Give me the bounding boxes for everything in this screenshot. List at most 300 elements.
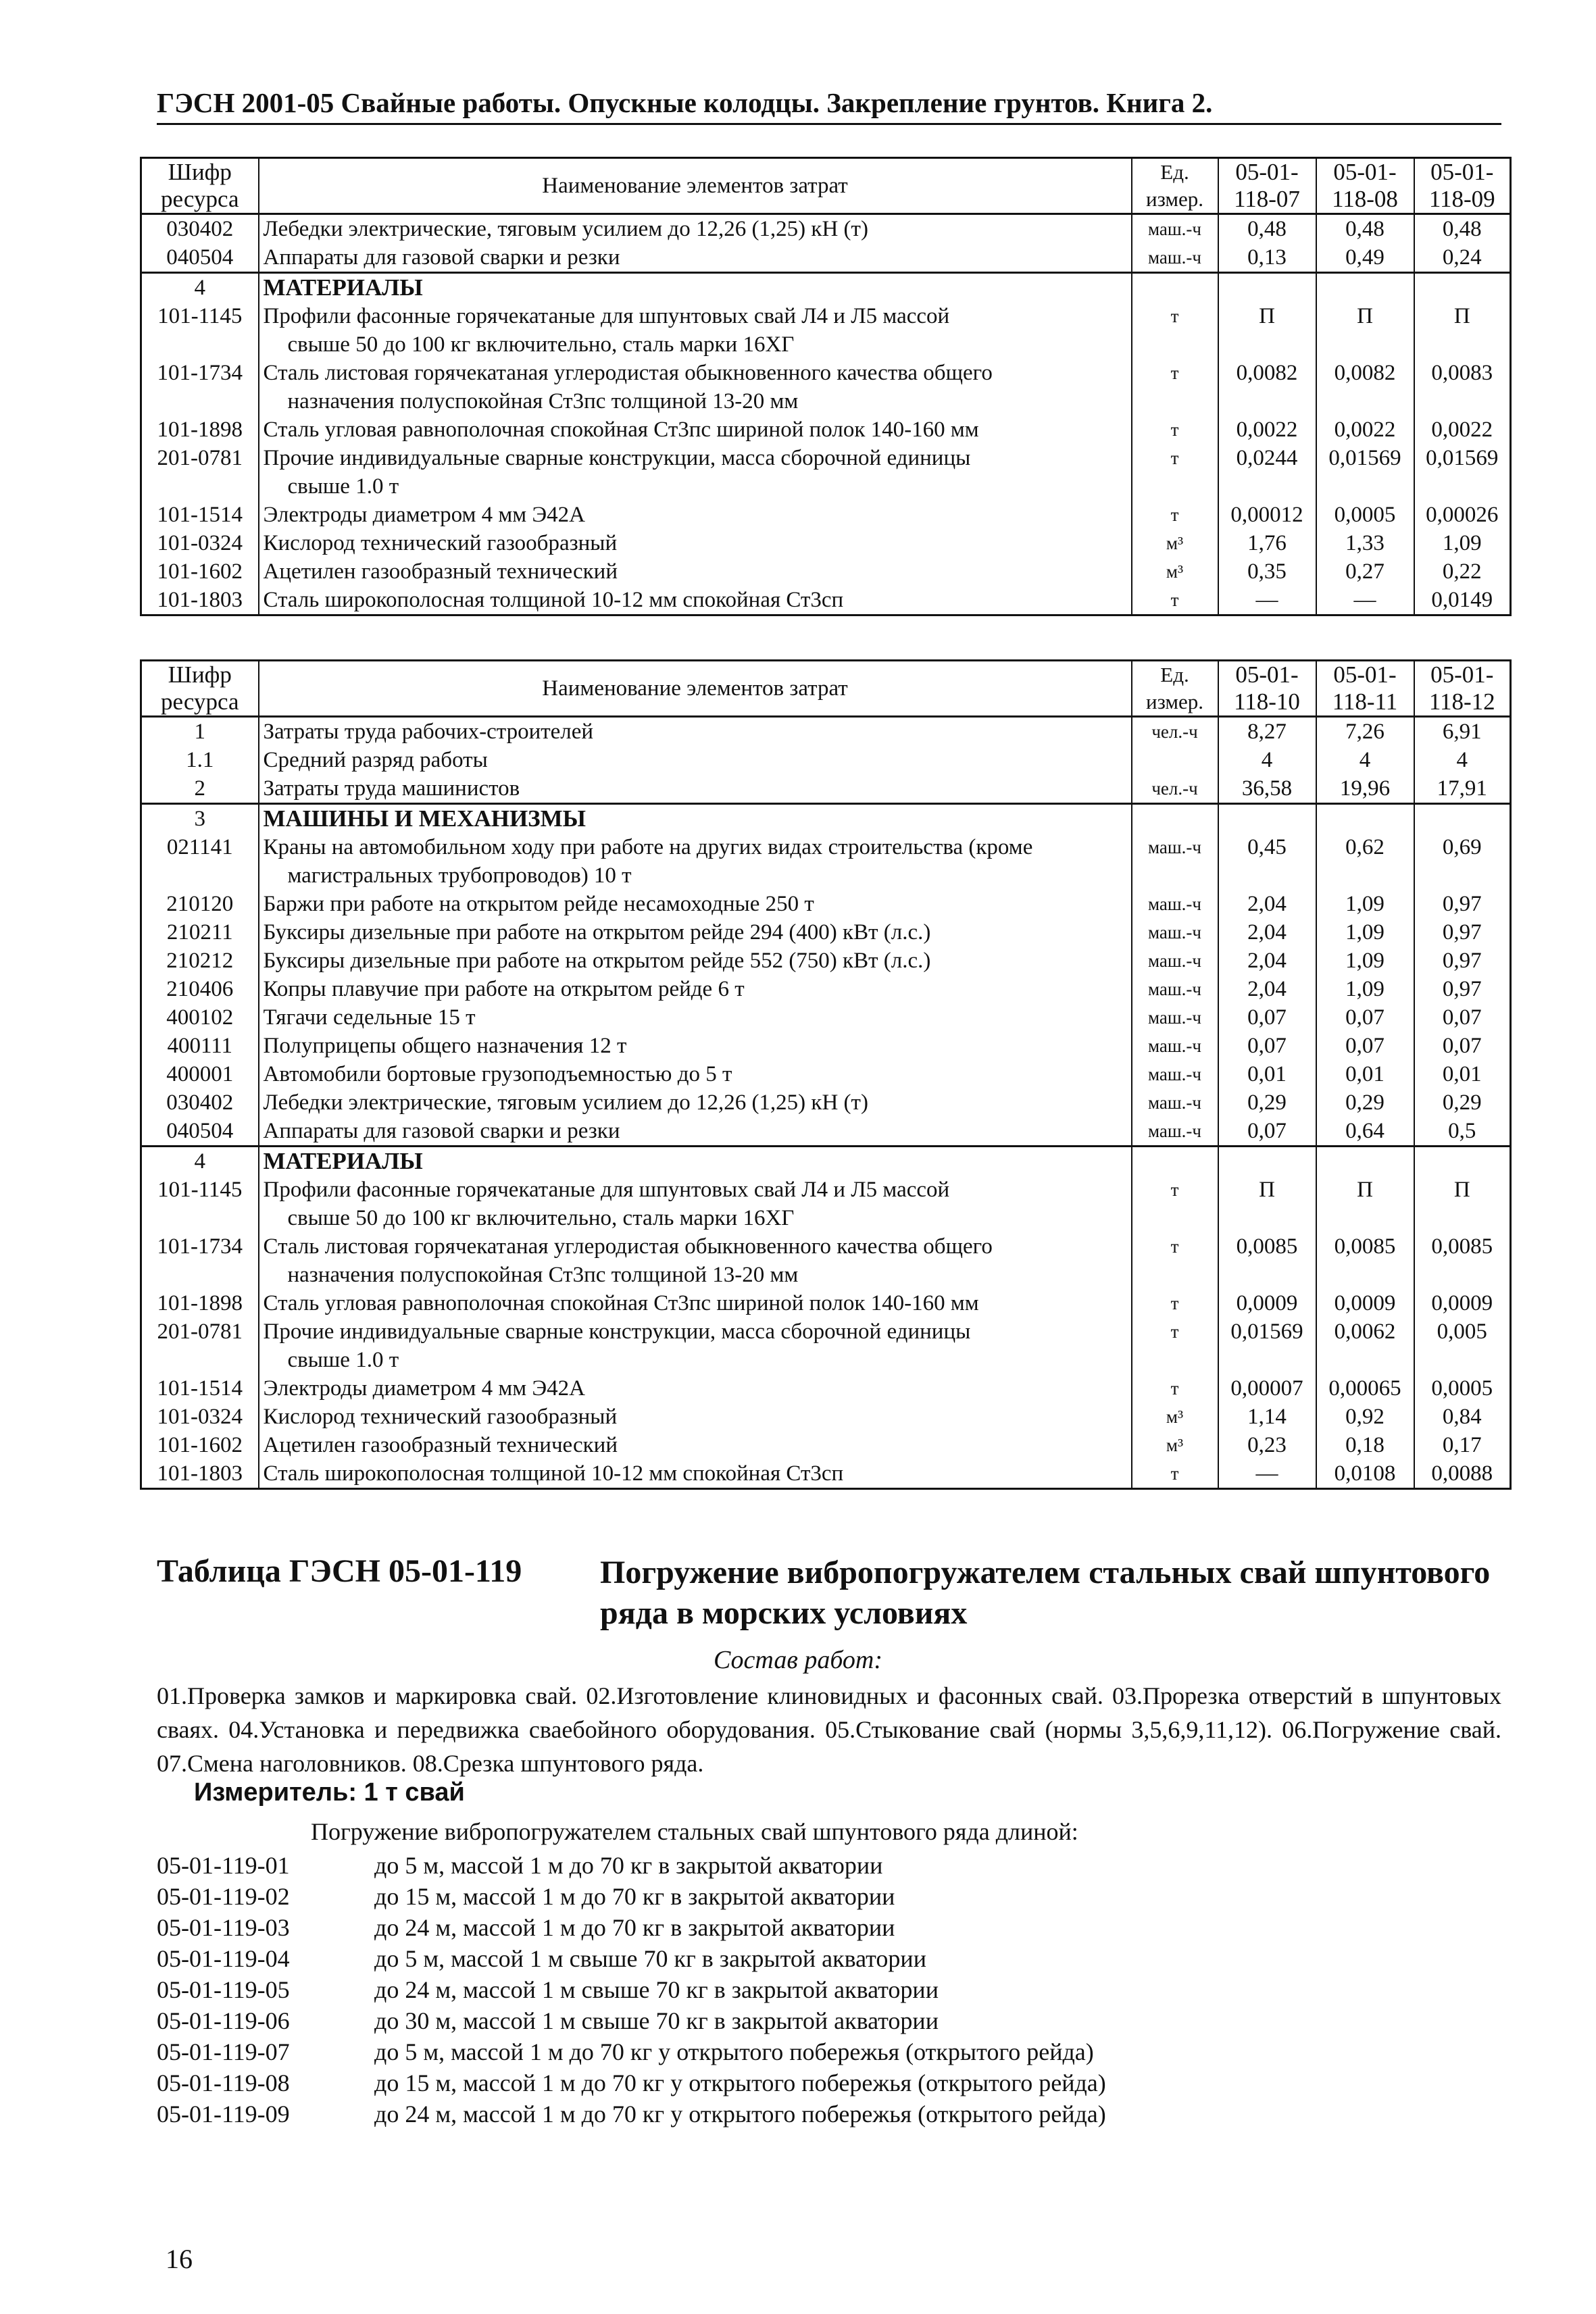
table-row [141,947,1511,975]
value-cell: 0,0005 [1316,501,1414,529]
resource-name [259,1088,1132,1117]
header-col-2: 05-01- 118-11 [1316,661,1414,717]
norm-code: 05-01-119-06 [157,2007,290,2034]
value-cell: 4 [1218,746,1316,774]
value-cell: 0,92 [1316,1403,1414,1431]
unit-cell: маш.-ч [1132,1032,1218,1060]
value-cell: 0,0108 [1316,1459,1414,1489]
norm-list-item [157,2067,1106,2098]
value-cell: 0,48 [1414,214,1511,244]
value-cell: 0,0085 [1218,1232,1316,1289]
table-row [141,1459,1511,1489]
unit-cell: т [1132,586,1218,615]
unit-cell: т [1132,359,1218,416]
resource-name-line: Профили фасонные горячекатаные для шпунтовых свай Л4 и Л5 массой [263,304,950,328]
unit-cell: м³ [1132,1403,1218,1431]
resource-name-line: Профили фасонные горячекатаные для шпунтовых свай Л4 и Л5 массой [263,1178,950,1202]
unit-cell [1132,746,1218,774]
value-cell: 0,5 [1414,1117,1511,1147]
unit-cell: маш.-ч [1132,833,1218,890]
value-cell: 0,005 [1414,1317,1511,1374]
resource-code: 2 [141,774,259,804]
value-cell: 0,22 [1414,557,1511,586]
unit-cell: м³ [1132,1431,1218,1459]
resource-name-line: Сталь листовая горячекатаная углеродистая обыкновенного качества общего [263,361,993,385]
resource-name [259,833,1132,890]
resource-name [259,1117,1132,1147]
resource-code: 101-1803 [141,1459,259,1489]
value-cell: П [1414,1176,1511,1232]
resource-name [259,1374,1132,1403]
norm-code: 05-01-119-09 [157,2101,290,2128]
value-cell [1414,273,1511,303]
value-cell: 2,04 [1218,975,1316,1003]
resource-code: 1.1 [141,746,259,774]
value-cell: 0,07 [1316,1032,1414,1060]
value-cell: 0,48 [1218,214,1316,244]
table-row [141,1232,1511,1289]
table-code-heading: Таблица ГЭСН 05-01-119 [157,1553,522,1589]
norm-description: до 15 м, массой 1 м до 70 кг у открытого побережья (открытого рейда) [374,2069,1106,2096]
table-row [141,1003,1511,1032]
table-row [141,1117,1511,1147]
resource-code: 201-0781 [141,444,259,501]
resource-name-line: Сталь угловая равнополочная спокойная Ст3пс шириной полок 140-160 мм [263,418,979,442]
table-row [141,1088,1511,1117]
resource-code: 101-1734 [141,359,259,416]
resource-name [259,1232,1132,1289]
value-cell: 0,29 [1414,1088,1511,1117]
norm-description: до 5 м, массой 1 м до 70 кг в закрытой акватории [374,1852,883,1879]
resource-name-line: Автомобили бортовые грузоподъемностью до 5 т [263,1062,732,1086]
value-cell: 0,45 [1218,833,1316,890]
resource-name [259,804,1132,834]
resource-name-continuation: назначения полуспокойная Ст3пс толщиной 13-20 мм [287,1263,799,1287]
value-cell: 0,07 [1414,1003,1511,1032]
resource-name [259,359,1132,416]
value-cell: 0,0244 [1218,444,1316,501]
resource-name-line: Лебедки электрические, тяговым усилием до 12,26 (1,25) кН (т) [263,1090,868,1115]
unit-cell: т [1132,444,1218,501]
resource-name-line: Баржи при работе на открытом рейде несамоходные 250 т [263,892,814,916]
value-cell: 1,09 [1414,529,1511,557]
resource-code: 201-0781 [141,1317,259,1374]
value-cell: П [1316,302,1414,359]
resource-name [259,1317,1132,1374]
resource-name-line: Аппараты для газовой сварки и резки [263,1119,620,1143]
resource-name [259,302,1132,359]
value-cell: 2,04 [1218,947,1316,975]
norm-description: до 5 м, массой 1 м до 70 кг у открытого побережья (открытого рейда) [374,2038,1094,2065]
resource-name [259,947,1132,975]
value-cell: 0,49 [1316,243,1414,273]
resource-name [259,1003,1132,1032]
unit-cell: маш.-ч [1132,1003,1218,1032]
value-cell: 0,17 [1414,1431,1511,1459]
resource-code: 400102 [141,1003,259,1032]
norm-code: 05-01-119-07 [157,2038,290,2065]
value-cell: 0,27 [1316,557,1414,586]
norm-description: до 24 м, массой 1 м до 70 кг в закрытой акватории [374,1914,895,1941]
value-cell: 4 [1414,746,1511,774]
unit-cell: маш.-ч [1132,947,1218,975]
table-row [141,302,1511,359]
resource-name [259,746,1132,774]
resource-name [259,214,1132,244]
resource-code: 101-0324 [141,1403,259,1431]
resource-name [259,444,1132,501]
value-cell: 0,62 [1316,833,1414,890]
norm-description: до 24 м, массой 1 м до 70 кг у открытого побережья (открытого рейда) [374,2101,1106,2128]
value-cell: 0,29 [1316,1088,1414,1117]
value-cell: 0,13 [1218,243,1316,273]
table-row [141,1374,1511,1403]
resource-table-118-07-09 [140,157,1512,616]
resource-name [259,918,1132,947]
value-cell: 0,0082 [1218,359,1316,416]
value-cell: 0,00012 [1218,501,1316,529]
value-cell: 0,0082 [1316,359,1414,416]
resource-code: 101-1514 [141,1374,259,1403]
table-row [141,833,1511,890]
resource-name [259,273,1132,303]
norm-code: 05-01-119-04 [157,1945,290,1972]
resource-code: 4 [141,1147,259,1176]
norm-list-item [157,1943,1106,1974]
value-cell: 0,69 [1414,833,1511,890]
resource-name-line: Затраты труда машинистов [263,776,520,801]
value-cell: 0,0083 [1414,359,1511,416]
norm-code: 05-01-119-05 [157,1976,290,2003]
resource-name-line: Тягачи седельные 15 т [263,1005,476,1030]
unit-cell: т [1132,1232,1218,1289]
unit-cell: маш.-ч [1132,918,1218,947]
resource-name [259,1060,1132,1088]
resource-code: 101-1734 [141,1232,259,1289]
resource-code: 4 [141,273,259,303]
norm-list-item [157,2036,1106,2067]
unit-cell: чел.-ч [1132,774,1218,804]
value-cell: 7,26 [1316,717,1414,747]
table-row [141,717,1511,747]
norm-description: до 15 м, массой 1 м до 70 кг в закрытой акватории [374,1883,895,1910]
header-code: Шифр ресурса [141,158,259,214]
table-header-row [141,661,1511,717]
value-cell: 8,27 [1218,717,1316,747]
resource-name-line: МАТЕРИАЛЫ [263,1148,423,1174]
resource-name [259,416,1132,444]
resource-code: 210212 [141,947,259,975]
resource-code: 101-1145 [141,302,259,359]
value-cell: 0,0022 [1218,416,1316,444]
value-cell: 0,00026 [1414,501,1511,529]
norm-description: до 30 м, массой 1 м свыше 70 кг в закрытой акватории [374,2007,939,2034]
resource-code: 040504 [141,1117,259,1147]
resource-code: 101-1602 [141,1431,259,1459]
table-row [141,746,1511,774]
table-row [141,1403,1511,1431]
resource-name-line: Ацетилен газообразный технический [263,559,618,584]
norm-list-item [157,1850,1106,1881]
resource-name [259,529,1132,557]
value-cell: 0,0022 [1414,416,1511,444]
value-cell: 0,0009 [1316,1289,1414,1317]
value-cell: 0,0088 [1414,1459,1511,1489]
resource-name-continuation: назначения полуспокойная Ст3пс толщиной 13-20 мм [287,389,799,413]
unit-cell: т [1132,501,1218,529]
table-row [141,890,1511,918]
value-cell: 0,35 [1218,557,1316,586]
unit-cell: маш.-ч [1132,1117,1218,1147]
resource-code: 021141 [141,833,259,890]
value-cell: 0,01569 [1316,444,1414,501]
value-cell: 36,58 [1218,774,1316,804]
resource-name [259,1289,1132,1317]
resource-name-line: Средний разряд работы [263,748,488,772]
value-cell: 2,04 [1218,918,1316,947]
resource-code: 210211 [141,918,259,947]
unit-cell: маш.-ч [1132,1088,1218,1117]
resource-name [259,1403,1132,1431]
value-cell: 0,0009 [1218,1289,1316,1317]
resource-name-continuation: свыше 1.0 т [287,1348,399,1372]
value-cell: 1,76 [1218,529,1316,557]
header-col-3: 05-01- 118-09 [1414,158,1511,214]
value-cell: 0,97 [1414,975,1511,1003]
resource-name-line: Сталь листовая горячекатаная углеродистая обыкновенного качества общего [263,1234,993,1259]
resource-name-line: МАТЕРИАЛЫ [263,274,423,301]
resource-code: 101-1602 [141,557,259,586]
resource-name [259,1176,1132,1232]
table-row [141,416,1511,444]
value-cell: 0,07 [1218,1117,1316,1147]
unit-cell: т [1132,302,1218,359]
header-col-1: 05-01- 118-07 [1218,158,1316,214]
resource-code: 400111 [141,1032,259,1060]
value-cell: 0,0005 [1414,1374,1511,1403]
table-body [141,717,1511,1489]
table-row [141,557,1511,586]
value-cell: 4 [1316,746,1414,774]
unit-cell: т [1132,1317,1218,1374]
value-cell: 0,0149 [1414,586,1511,615]
value-cell: 0,23 [1218,1431,1316,1459]
table-row [141,774,1511,804]
value-cell [1316,1147,1414,1176]
value-cell: 0,01569 [1218,1317,1316,1374]
table-row [141,1317,1511,1374]
resource-name-line: Прочие индивидуальные сварные конструкции, масса сборочной единицы [263,1319,971,1344]
resource-name-line: Копры плавучие при работе на открытом рейде 6 т [263,977,745,1001]
resource-name-line: Сталь широкополосная толщиной 10-12 мм спокойная Ст3сп [263,588,844,612]
value-cell [1218,1147,1316,1176]
unit-cell: т [1132,416,1218,444]
value-cell: 0,48 [1316,214,1414,244]
section-row [141,804,1511,834]
section-row [141,1147,1511,1176]
value-cell: 0,0062 [1316,1317,1414,1374]
table-row [141,444,1511,501]
resource-code: 210406 [141,975,259,1003]
value-cell: 0,0009 [1414,1289,1511,1317]
table-row [141,1060,1511,1088]
resource-name-line: Ацетилен газообразный технический [263,1433,618,1457]
header-name: Наименование элементов затрат [259,158,1132,214]
unit-cell: маш.-ч [1132,975,1218,1003]
table-row [141,1431,1511,1459]
value-cell: — [1218,586,1316,615]
resource-code: 101-1514 [141,501,259,529]
value-cell: 0,18 [1316,1431,1414,1459]
value-cell: 0,0022 [1316,416,1414,444]
unit-of-measure: Измеритель: 1 т свай [194,1778,465,1807]
value-cell: 1,09 [1316,947,1414,975]
table-header-row [141,158,1511,214]
value-cell: 17,91 [1414,774,1511,804]
norm-description: до 24 м, массой 1 м свыше 70 кг в закрытой акватории [374,1976,939,2003]
resource-name-line: Аппараты для газовой сварки и резки [263,245,620,270]
norm-list-item [157,2005,1106,2036]
work-composition-text: 01.Проверка замков и маркировка свай. 02.Изготовление клиновидных и фасонных свай. 03.Прорезка отверстий в шпунтовых сваях. 04.Установка и передвижка сваебойного оборудования. 05.Стыкование свай (нормы 3,5,6,9,11,12). 06.Погружение свай. 07.Смена наголовников. 08.Срезка шпунтового ряда. [157,1682,1501,1777]
header-name: Наименование элементов затрат [259,661,1132,717]
table-row [141,214,1511,244]
resource-name-line: Сталь угловая равнополочная спокойная Ст3пс шириной полок 140-160 мм [263,1291,979,1315]
norm-list-item [157,1974,1106,2005]
norm-list-item [157,2098,1106,2130]
resource-name [259,890,1132,918]
resource-name-line: Лебедки электрические, тяговым усилием до 12,26 (1,25) кН (т) [263,217,868,241]
table-row [141,1289,1511,1317]
table-row [141,243,1511,273]
resource-code: 400001 [141,1060,259,1088]
unit-cell: т [1132,1289,1218,1317]
page-number: 16 [166,2244,193,2274]
norm-code: 05-01-119-08 [157,2069,290,2096]
value-cell: 0,0085 [1414,1232,1511,1289]
resource-code: 030402 [141,1088,259,1117]
resource-code: 101-0324 [141,529,259,557]
table-body [141,214,1511,615]
resource-code: 030402 [141,214,259,244]
unit-cell: т [1132,1374,1218,1403]
value-cell: 1,33 [1316,529,1414,557]
resource-name-line: МАШИНЫ И МЕХАНИЗМЫ [263,805,587,832]
unit-cell: т [1132,1459,1218,1489]
value-cell: 0,01 [1414,1060,1511,1088]
norm-list-item [157,1912,1106,1943]
value-cell: 0,84 [1414,1403,1511,1431]
value-cell: 0,64 [1316,1117,1414,1147]
resource-code: 3 [141,804,259,834]
value-cell: 1,09 [1316,918,1414,947]
norm-code: 05-01-119-02 [157,1883,290,1910]
value-cell: 0,97 [1414,947,1511,975]
resource-code: 101-1898 [141,416,259,444]
resource-name-line: Буксиры дизельные при работе на открытом рейде 294 (400) кВт (л.с.) [263,920,931,945]
unit-cell: маш.-ч [1132,890,1218,918]
table-row [141,918,1511,947]
resource-name [259,1147,1132,1176]
table-row [141,1176,1511,1232]
header-col-2: 05-01- 118-08 [1316,158,1414,214]
value-cell: П [1414,302,1511,359]
value-cell [1218,804,1316,834]
unit-cell: м³ [1132,529,1218,557]
value-cell: 0,07 [1218,1032,1316,1060]
norm-list-item [157,1881,1106,1912]
resource-code: 040504 [141,243,259,273]
value-cell: 0,24 [1414,243,1511,273]
unit-cell: т [1132,1176,1218,1232]
resource-code: 1 [141,717,259,747]
resource-name [259,501,1132,529]
value-cell [1316,804,1414,834]
value-cell: П [1218,1176,1316,1232]
resource-name-line: Кислород технический газообразный [263,531,618,555]
value-cell: 0,07 [1414,1032,1511,1060]
unit-cell: м³ [1132,557,1218,586]
value-cell: 0,01569 [1414,444,1511,501]
resource-name-line: Краны на автомобильном ходу при работе на других видах строительства (кроме [263,835,1033,859]
table-row [141,529,1511,557]
unit-cell [1132,273,1218,303]
norm-code: 05-01-119-01 [157,1852,290,1879]
value-cell: 0,29 [1218,1088,1316,1117]
resource-name-continuation: свыше 50 до 100 кг включительно, сталь марки 16ХГ [287,332,795,357]
table-title-heading: Погружение вибропогружателем стальных свай шпунтового ряда в морских условиях [600,1555,1491,1631]
value-cell: 0,0085 [1316,1232,1414,1289]
resource-name [259,975,1132,1003]
value-cell: — [1316,586,1414,615]
resource-name-continuation: свыше 50 до 100 кг включительно, сталь марки 16ХГ [287,1206,795,1230]
resource-name-line: Затраты труда рабочих-строителей [263,720,594,744]
table-row [141,501,1511,529]
header-code: Шифр ресурса [141,661,259,717]
norms-list [157,1850,1106,2130]
table-row [141,359,1511,416]
unit-cell [1132,804,1218,834]
header-col-1: 05-01- 118-10 [1218,661,1316,717]
header-rule [157,123,1501,125]
value-cell [1316,273,1414,303]
value-cell [1414,1147,1511,1176]
value-cell: 0,00007 [1218,1374,1316,1403]
value-cell: 0,97 [1414,890,1511,918]
value-cell: П [1316,1176,1414,1232]
resource-name [259,243,1132,273]
table-row [141,1032,1511,1060]
resource-name [259,557,1132,586]
value-cell: 0,01 [1218,1060,1316,1088]
resource-name-line: Полуприцепы общего назначения 12 т [263,1034,627,1058]
resource-table-118-10-12 [140,659,1512,1490]
section-row [141,273,1511,303]
unit-cell [1132,1147,1218,1176]
norm-code: 05-01-119-03 [157,1914,290,1941]
value-cell: 0,00065 [1316,1374,1414,1403]
unit-cell: маш.-ч [1132,214,1218,244]
unit-cell: маш.-ч [1132,1060,1218,1088]
resource-code: 210120 [141,890,259,918]
resource-name-continuation: свыше 1.0 т [287,474,399,499]
value-cell: — [1218,1459,1316,1489]
resource-name-line: Сталь широкополосная толщиной 10-12 мм спокойная Ст3сп [263,1461,844,1486]
resource-name-line: Электроды диаметром 4 мм Э42А [263,503,585,527]
resource-name [259,774,1132,804]
resource-name [259,586,1132,615]
header-col-3: 05-01- 118-12 [1414,661,1511,717]
resource-name [259,717,1132,747]
